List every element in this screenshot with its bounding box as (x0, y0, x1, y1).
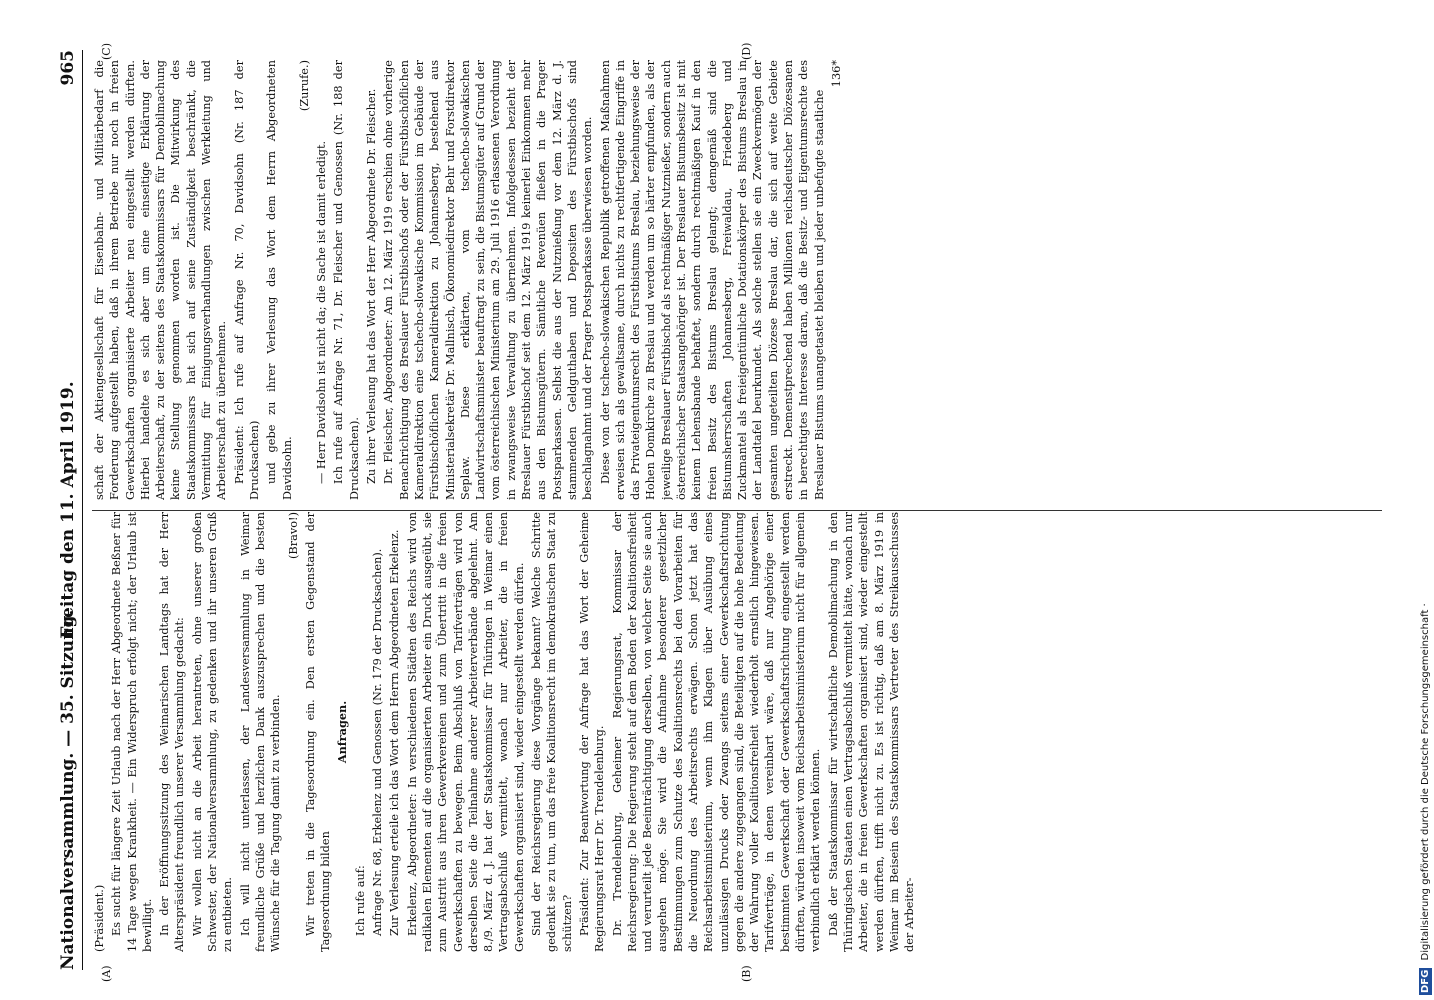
margin-letter-c: (C) (100, 43, 113, 60)
header-date: Freitag den 11. April 1919. (58, 381, 78, 639)
paragraph: Dr. Fleischer, Abgeordneter: Am 12. März 1919 erschien ohne vorherige Benachrichtigung des Breslauer Fürstbischofs oder der Fürstbischöflichen Kameraldirektion eine tschecho-slowakische Kommission im Gebäude der Fürstbischöflichen Kameraldirektion zu Johannesberg, bestehend aus Ministerialsekretär Dr. Mallnisch, Ökonomiedirektor Behr und Forstdirektor Seplaw. Diese erklärten, vom tschecho-slowakischen Landwirtschaftsminister beauftragt zu sein, die Bistumsgüter auf Grund der vom österreichischen Ministerium am 29. Juli 1916 erlassenen Verordnung in zwangsweise Verwaltung zu übernehmen. Infolgedessen bezieht der Breslauer Fürstbischof seit dem 12. März 1919 keinerlei Einkommen mehr aus den Bistumsgütern. Sämtliche Revenüen fließen in die Prager Postsparkassen. Selbst die aus der Nutznießung vor dem 12. März d. J. stammenden Geldguthaben und Depositen des Fürstbischofs sind beschlagnahmt und der Prager Postsparkasse überwiesen worden. (382, 60, 595, 500)
paragraph: Wir wollen nicht an die Arbeit herantreten, ohne unserer großen Schwester, der Nationalversammlung, zu gedenken und ihr unseren Gruß zu entbieten. (190, 512, 235, 952)
paragraph: (Bravo!) (286, 512, 300, 559)
paragraph: schaft der Aktiengesellschaft für Eisenbahn- und Militärbedarf die Forderung aufgestellt haben, daß in ihrem Betriebe nur noch in freien Gewerkschaften organisierte Arbeiter neu eingestellt werden dürften. Hierbei handelte es sich aber um eine einseitige Erklärung der Arbeiterschaft, zu der seitens des Staatskommissars für Demobilmachung keine Stellung genommen worden ist. Die Mitwirkung des Staatskommissars hat sich auf seine Zuständigkeit beschränkt, die Vermittlung für Einigungsverhandlungen zwischen Werkleitung und Arbeiterschaft zu übernehmen. (93, 60, 229, 500)
header-left: Nationalversammlung. — 35. Sitzung. (58, 609, 78, 970)
paragraph: In der Eröffnungssitzung des Weimarischen Landtags hat der Herr Alterspräsident freundlich unserer Versammlung gedacht: (158, 512, 187, 952)
dfg-logo-icon: DFG (1420, 969, 1431, 993)
column-divider (92, 510, 1382, 511)
margin-letter-b: (B) (740, 965, 753, 982)
paragraph: Anfragen. (335, 700, 350, 764)
paragraph: Präsident: Zur Beantwortung der Anfrage hat das Wort der Geheime Regierungsrat Herr Dr. Trendelenburg. (577, 512, 607, 952)
paragraph: und gebe zu ihrer Verlesung das Wort dem Herrn Abgeordneten Davidsohn. (265, 60, 294, 500)
paragraph: Zur Verlesung erteile ich das Wort dem Herrn Abgeordneten Erkelenz. (388, 529, 402, 936)
paragraph: Erkelenz, Abgeordneter: In verschiedenen Städten des Reichs wird von radikalen Elementen auf die organisierten Arbeiter ein Druck ausgeübt, sie zum Austritt aus ihren Gewerkvereinen und zum Übertritt in die freien Gewerkschaften zu bewegen. Beim Abschluß von Tarifverträgen wird von derselben Seite die Teilnahme anderer Arbeiterverbände abgelehnt. Am 8./9. März d. J. hat der Staatskommissar für Thüringen in Weimar einen Vertragsabschluß vermittelt, wonach nur Arbeiter, die in freien Gewerkschaften organisiert sind, wieder eingestellt werden dürfen. (405, 512, 526, 952)
paragraph: Ich rufe auf Anfrage Nr. 71, Dr. Fleischer und Genossen (Nr. 188 der Drucksachen). (332, 60, 361, 500)
paragraph: (Präsident.) (93, 884, 106, 952)
right-column (92, 60, 1392, 500)
margin-letter-a: (A) (100, 965, 113, 982)
paragraph: Anfrage Nr. 68, Erkelenz und Genossen (Nr. 179 der Drucksachen). (371, 548, 385, 936)
digitization-text: Digitalisierung gefördert durch die Deutsche Forschungsgemeinschaft · (1420, 603, 1431, 961)
left-column (92, 512, 1392, 952)
paragraph: Präsident: Ich rufe auf Anfrage Nr. 70, Davidsohn (Nr. 187 der Drucksachen) (232, 60, 261, 500)
paragraph: — Herr Davidsohn ist nicht da; die Sache ist damit erledigt. (315, 140, 329, 484)
page-header (58, 50, 83, 970)
paragraph: Dr. Trendelenburg, Geheimer Regierungsrat, Kommissar der Reichsregierung: Die Regierung steht auf dem Boden der Koalitionsfreiheit und verurteilt jede Beeinträchtigung derselben, von welcher Seite sie auch ausgehen möge. Sie wird die Aufnahme besonderer gesetzlicher Bestimmungen zum Schutze des Koalitionsrechts bei den Vorarbeiten für die Neuordnung des Arbeitsrechts erwägen. Schon jetzt hat das Reichsarbeitsministerium, wenn ihm Klagen über Ausübung eines unzulässigen Drucks oder Zwangs seitens einer Gewerkschaftsrichtung gegen die andere zugegangen sind, die Beteiligten auf die hohe Bedeutung der Wahrung voller Koalitionsfreiheit wiederholt ernstlich hingewiesen. Tarifverträge, in denen vereinbart wäre, daß nur Angehörige einer bestimmten Gewerkschaft oder Gewerkschaftsrichtung eingestellt werden dürften, würden insoweit vom Reichsarbeitsministerium nicht für allgemein verbindlich erklärt werden können. (610, 512, 823, 952)
paragraph: Zu ihrer Verlesung hat das Wort der Herr Abgeordnete Dr. Fleischer. (365, 88, 379, 484)
digitization-note (1419, 10, 1432, 995)
paragraph: Wir treten in die Tagesordnung ein. Den ersten Gegenstand der Tagesordnung bilden (303, 512, 333, 952)
page-number: 965 (58, 50, 78, 86)
paragraph: Diese von der tschecho-slowakischen Republik getroffenen Maßnahmen erweisen sich als gewaltsame, durch nichts zu rechtfertigende Eingriffe in das Privateigentumsrecht des Fürstbistums Breslau, beziehungsweise der Hohen Domkirche zu Breslau und werden um so härter empfunden, als der jeweilige Breslauer Fürstbischof als rechtmäßiger Nutznießer, sondern auch österreichischer Staatsangehöriger ist. Der Breslauer Bistumsbesitz ist mit keinem Lehensbande behaftet, sondern durch rechtmäßigen Kauf in den freien Besitz des Bistums Breslau gelangt; demgemäß sind die Bistumsherrschaften Johannesberg, Freiwaldau, Friedeberg und Zuckmantel als freieigentümliche Dotationskörper des Bistums Breslau in der Landtafel beurkundet. Als solche stellen sie ein Zweckvermögen der gesamten ungeteilten Diözese Breslau dar, die sich auf weite Gebiete erstreckt. Demenstprechend haben Millionen reichsdeutscher Diözesanen in berechtigtes Interesse daran, daß die Besitz- und Eigentumsrechte des Breslauer Bistums unangetastet bleiben und jeder unbefugte staatliche (598, 60, 826, 500)
margin-letter-d: (D) (740, 42, 753, 60)
paragraph: Ich rufe auf: (353, 865, 367, 936)
paragraph: Daß der Staatskommissar für wirtschaftliche Demobilmachung in den Thüringischen Staaten einen Vertragsabschluß vermittelt hätte, wonach nur Arbeiter, die in freien Gewerkschaften organisiert sind, wieder eingestellt werden dürften, trifft nicht zu. Es ist richtig, daß am 8. März 1919 in Weimar im Beisein des Staatskommissars Vertreter des Streikausschusses der Arbeiter- (826, 512, 917, 952)
paragraph: 136* (829, 60, 843, 88)
paragraph: Ich will nicht unterlassen, der Landesversammlung in Weimar freundliche Grüße und herzlichen Dank auszusprechen und die besten Wünsche für die Tagung damit zu verbinden. (238, 512, 283, 952)
paragraph: (Zurufe.) (297, 60, 311, 112)
paragraph: Es sucht für längere Zeit Urlaub nach der Herr Abgeordnete Beßner für 14 Tage wegen Krankheit. — Ein Widerspruch erfolgt nicht; der Urlaub ist bewilligt. (110, 512, 154, 952)
scanned-page (40, 30, 1420, 990)
paragraph: Sind der Reichsregierung diese Vorgänge bekannt? Welche Schritte gedenkt sie zu tun, um das freie Koalitionsrecht im demokratischen Staat zu schützen? (530, 512, 574, 952)
